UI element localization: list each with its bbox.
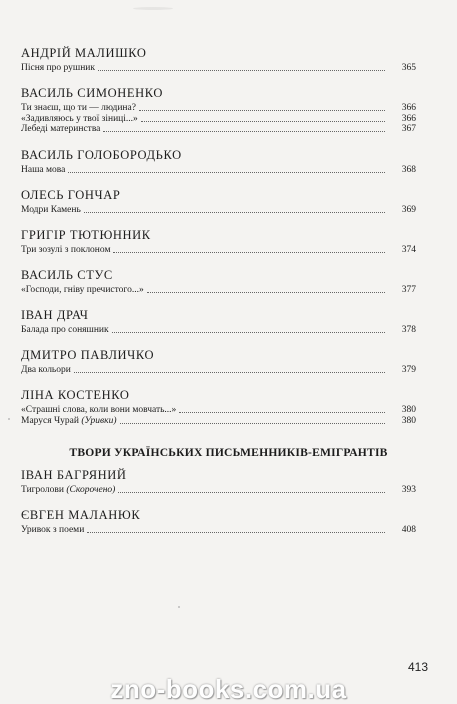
entry-title: Тигролови <box>21 485 64 495</box>
toc-entry[interactable] <box>21 244 389 256</box>
author-heading: ОЛЕСЬ ГОНЧАР <box>21 188 121 202</box>
dot-leader <box>103 131 385 132</box>
entry-title: Наша мова <box>21 165 66 175</box>
dot-leader <box>118 492 385 493</box>
toc-entry[interactable] <box>21 284 389 296</box>
dot-leader <box>120 423 385 424</box>
entry-title: Маруся Чурай <box>21 415 79 426</box>
page-number: 413 <box>407 660 428 674</box>
author-heading: АНДРІЙ МАЛИШКО <box>21 46 147 60</box>
author-heading: ІВАН БАГРЯНИЙ <box>21 468 127 482</box>
toc-entry[interactable] <box>21 364 389 376</box>
entry-subtitle: (Скорочено) <box>66 485 116 495</box>
entry-subtitle: (Уривки) <box>81 415 117 426</box>
scan-speck <box>178 606 180 608</box>
entry-title: Лебеді материнства <box>21 124 101 134</box>
dot-leader <box>98 70 385 71</box>
dot-leader <box>139 110 385 111</box>
author-heading: ДМИТРО ПАВЛИЧКО <box>21 348 155 362</box>
entry-page-number: 380 <box>401 405 416 415</box>
dot-leader <box>141 121 385 122</box>
entry-page-number: 368 <box>401 165 416 175</box>
author-heading: ЄВГЕН МАЛАНЮК <box>21 508 141 522</box>
toc-entry[interactable] <box>21 415 389 427</box>
entry-title: Ти знаєш, що ти — людина? <box>21 103 136 113</box>
dot-leader <box>74 372 385 373</box>
toc-entry[interactable] <box>21 324 389 336</box>
author-heading: ВАСИЛЬ СТУС <box>21 268 113 282</box>
section-title: ТВОРИ УКРАЇНСЬКИХ ПИСЬМЕННИКІВ-ЕМІГРАНТІВ <box>69 446 388 459</box>
entry-title: Уривок з поеми <box>21 525 85 535</box>
toc-entry[interactable] <box>21 164 389 176</box>
author-heading: ІВАН ДРАЧ <box>21 308 89 322</box>
author-heading: ВАСИЛЬ ГОЛОБОРОДЬКО <box>21 148 182 162</box>
entry-page-number: 393 <box>401 485 416 495</box>
author-heading: ВАСИЛЬ СИМОНЕНКО <box>21 86 163 100</box>
entry-page-number: 366 <box>401 103 416 113</box>
entry-page-number: 380 <box>401 415 416 426</box>
entry-title: Балада про соняшник <box>21 325 109 335</box>
entry-page-number: 374 <box>401 245 416 255</box>
dot-leader <box>179 412 385 413</box>
dot-leader <box>147 292 385 293</box>
entry-title: Модри Камень <box>21 205 81 215</box>
entry-title: Два кольори <box>21 365 71 375</box>
dot-leader <box>112 332 385 333</box>
dot-leader <box>68 172 385 173</box>
entry-title: «Страшні слова, коли вони мовчать...» <box>21 405 177 415</box>
dot-leader <box>113 252 385 253</box>
entry-page-number: 379 <box>401 365 416 375</box>
entry-title: Пісня про рушник <box>21 63 95 73</box>
entry-page-number: 378 <box>401 325 416 335</box>
entry-page-number: 366 <box>401 113 416 124</box>
author-heading: ЛІНА КОСТЕНКО <box>21 388 130 402</box>
entry-title: Три зозулі з поклоном <box>21 245 111 255</box>
toc-entry[interactable] <box>21 524 389 536</box>
entry-page-number: 377 <box>401 285 416 295</box>
dot-leader <box>87 532 385 533</box>
author-heading: ГРИГІР ТЮТЮННИК <box>21 228 151 242</box>
toc-entry[interactable] <box>21 62 389 74</box>
toc-entry[interactable] <box>21 484 389 496</box>
entry-title: «Господи, гніву пречистого...» <box>21 285 144 295</box>
scan-speck <box>8 418 10 420</box>
dot-leader <box>84 212 385 213</box>
scan-speck <box>133 7 173 10</box>
entry-page-number: 408 <box>401 525 416 535</box>
entry-page-number: 365 <box>401 63 416 73</box>
toc-entry[interactable] <box>21 204 389 216</box>
entry-page-number: 367 <box>401 124 416 134</box>
entry-title: «Задивляюсь у твої зіниці...» <box>21 113 138 124</box>
toc-entry[interactable] <box>21 123 389 135</box>
watermark: zno-books.com.ua <box>110 674 347 704</box>
entry-page-number: 369 <box>401 205 416 215</box>
